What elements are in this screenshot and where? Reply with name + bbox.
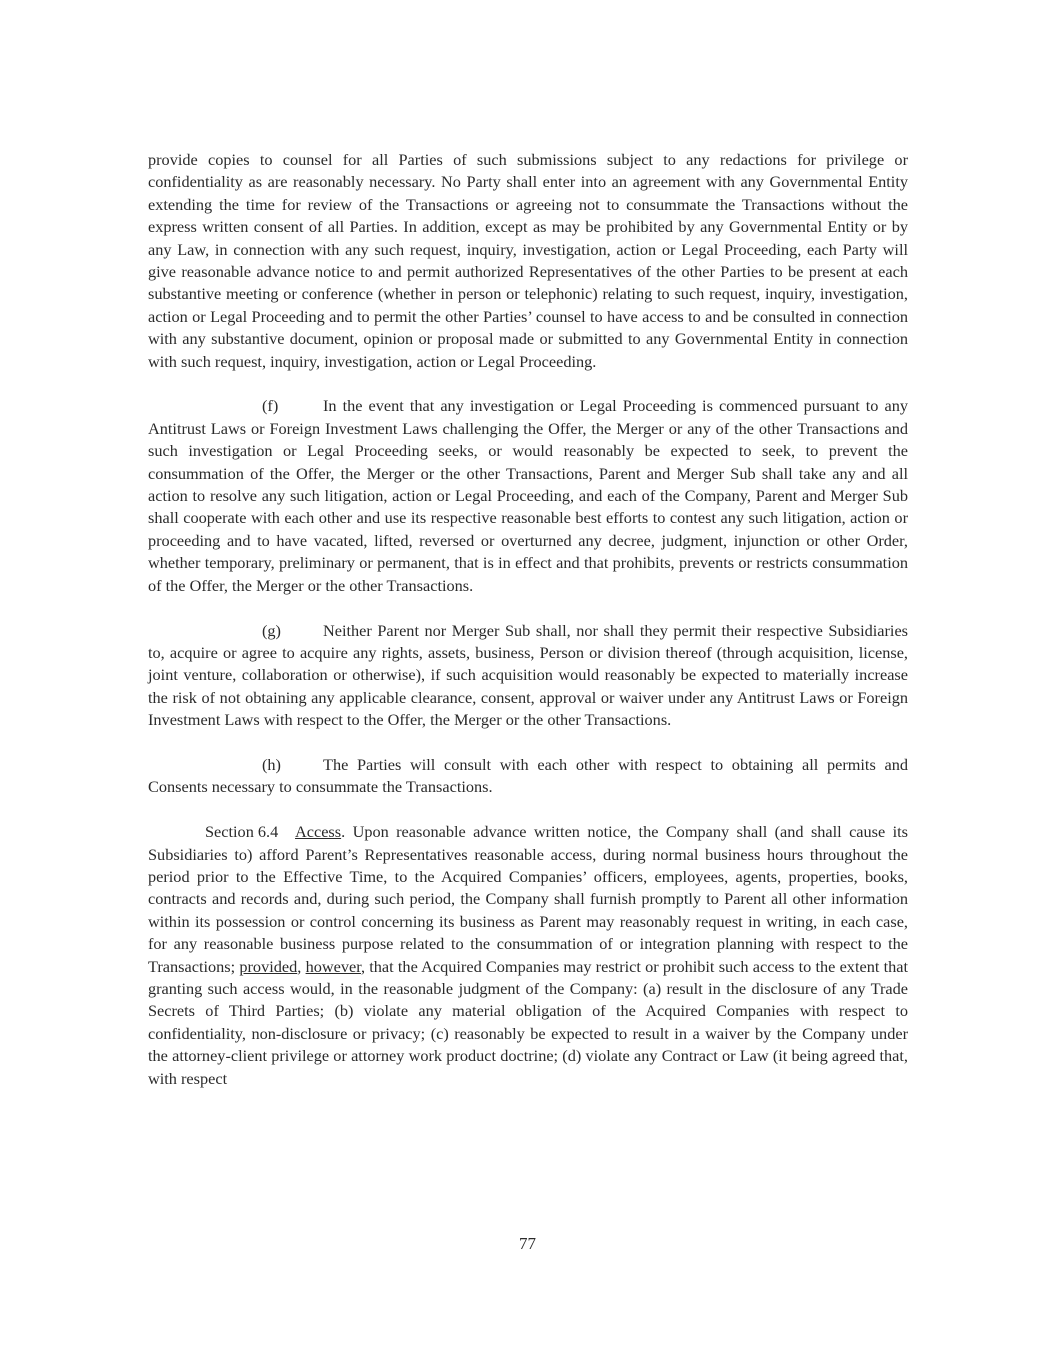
section-heading-punct: . [341,822,346,842]
paragraph-g-text: Neither Parent nor Merger Sub shall, nor shall they permit their respective Subsidiaries to, acquire or agree to acquire any rights, assets, business, Person or division thereof (through acquisition, license, joint venture, collaboration or otherwise), if such acquisition would reasonably be expected to materially increase the risk of not obtaining any applicable clearance, consent, approval or waiver under any Antitrust Laws or Foreign Investment Laws with respect to the Offer, the Merger or the other Transactions. [148,620,908,730]
paragraph-continuation: provide copies to counsel for all Parties of such submissions subject to any redactions for privilege or confidentiality as are reasonably necessary. No Party shall enter into an agreement with any Governmental Entity extending the time for review of the Transactions or agreeing not to consummate the Transactions without the express written consent of all Parties. In addition, except as may be prohibited by any Governmental Entity or by any Law, in connection with any such request, inquiry, investigation, action or Legal Proceeding, each Party will give reasonable advance notice to and permit authorized Representatives of the other Parties to be present at each substantive meeting or conference (whether in person or telephonic) relating to such request, inquiry, investigation, action or Legal Proceeding and to permit the other Parties’ counsel to have access to and be consulted in connection with any substantive document, opinion or proposal made or submitted to any Governmental Entity in connection with such request, inquiry, investigation, action or Legal Proceeding. [148,150,908,371]
page-number: 77 [519,1234,536,1253]
section-number: Section 6.4 [205,822,279,842]
proviso-however: however [305,956,361,976]
paragraph-f-text: In the event that any investigation or Legal Proceeding is commenced pursuant to any Antitrust Laws or Foreign Investment Laws challenging the Offer, the Merger or any of the other Transactions and such investigation or Legal Proceeding seeks, or would reasonably be expected to seek, to prevent the consummation of the Offer, the Merger or the other Transactions, Parent and Merger Sub shall take any and all action to resolve any such litigation, action or Legal Proceeding, and each of the Company, Parent and Merger Sub shall cooperate with each other and use its respective reasonable best efforts to contest any such litigation, action or proceeding and to have vacated, lifted, reversed or overturned any decree, judgment, injunction or other Order, whether temporary, preliminary or permanent, that is in effect and that prohibits, prevents or restricts consummation of the Offer, the Merger or the other Transactions. [148,396,908,595]
paragraph-h-label: (h) [262,754,281,774]
proviso-separator: , [297,956,306,976]
paragraph-h [148,754,908,799]
document-body [148,149,908,1112]
section-text-after-proviso: , that the Acquired Companies may restrict or prohibit such access to the extent that granting such access would, in the reasonable judgment of the Company: (a) result in the disclosure of any Trade Secrets of Third Parties; (b) violate any material obligation of the Acquired Companies with respect to confidentiality, non-disclosure or privacy; (c) reasonably be expected to result in a waiver by the Company under the attorney-client privilege or attorney work product doctrine; (d) violate any Contract or Law (it being agreed that, with respect [148,956,909,1088]
section-6-4 [148,821,908,1090]
paragraph-g [148,620,908,732]
section-text-before-proviso: Upon reasonable advance written notice, the Company shall (and shall cause its Subsidiaries to) afford Parent’s Representatives reasonable access, during normal business hours throughout the period prior to the Effective Time, to the Acquired Companies’ officers, employees, agents, properties, books, contracts and records and, during such period, the Company shall furnish promptly to Parent all other information within its possession or control concerning its business as Parent may reasonably request in writing, in each case, for any reasonable business purpose related to the consummation of or integration planning with respect to the Transactions; [148,822,908,976]
proviso-provided: provided [239,956,298,976]
paragraph-f [148,395,908,597]
paragraph-f-label: (f) [262,396,279,416]
section-heading: Access [295,822,342,842]
paragraph-h-text: The Parties will consult with each other with respect to obtaining all permits and Consents necessary to consummate the Transactions. [148,754,908,797]
paragraph-g-label: (g) [262,620,281,640]
